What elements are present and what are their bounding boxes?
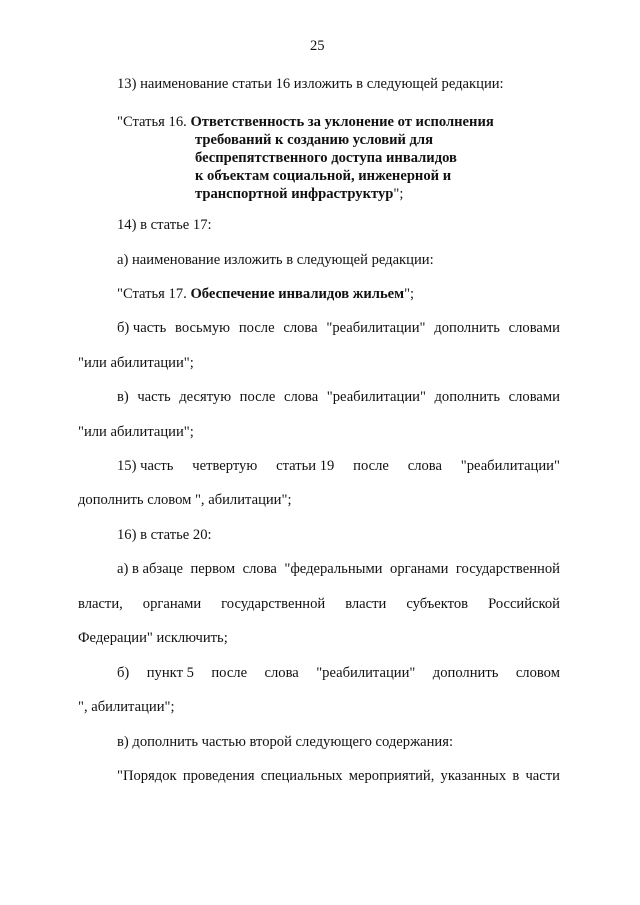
- page-number: 25: [310, 38, 325, 54]
- article-16-title-line-1: Ответственность за уклонение от исполнения: [190, 114, 494, 130]
- paragraph-16b: б) пункт 5 после слова "реабилитации" дополнить словом: [117, 665, 560, 681]
- paragraph-16b-continuation: ", абилитации";: [78, 699, 175, 715]
- paragraph-14v-continuation: "или абилитации";: [78, 424, 194, 440]
- paragraph-16: 16) в статье 20:: [117, 527, 212, 543]
- article-17-prefix: "Статья 17.: [117, 286, 191, 302]
- paragraph-14b: б) часть восьмую после слова "реабилитации" дополнить словами: [117, 320, 560, 336]
- paragraph-16a-line-3: Федерации" исключить;: [78, 630, 228, 646]
- article-16-prefix: "Статья 16.: [117, 114, 191, 130]
- article-16-title-line-3: беспрепятственного доступа инвалидов: [195, 150, 457, 166]
- article-16-heading: [117, 113, 494, 131]
- article-17-heading: "Статья 17. Обеспечение инвалидов жильем";: [117, 286, 415, 302]
- article-16-title-line-2: требований к созданию условий для: [195, 132, 434, 148]
- paragraph-16a-line-2: власти, органами государственной власти субъектов Российской: [78, 596, 560, 612]
- paragraph-15: 15) часть четвертую статьи 19 после слова "реабилитации": [117, 458, 560, 474]
- paragraph-14v: в) часть десятую после слова "реабилитации" дополнить словами: [117, 389, 560, 405]
- paragraph-14b-continuation: "или абилитации";: [78, 355, 194, 371]
- article-16-title-line-5: транспортной инфраструктур";: [195, 186, 404, 202]
- article-17-title: Обеспечение инвалидов жильем: [190, 286, 405, 302]
- paragraph-15-continuation: дополнить словом ", абилитации";: [78, 492, 292, 508]
- article-16-title-line-4: к объектам социальной, инженерной и: [195, 168, 452, 184]
- paragraph-16a: а) в абзаце первом слова "федеральными органами государственной: [117, 561, 560, 577]
- paragraph-14a: а) наименование изложить в следующей редакции:: [117, 252, 434, 268]
- paragraph-13: 13) наименование статьи 16 изложить в следующей редакции:: [117, 76, 504, 92]
- paragraph-14: 14) в статье 17:: [117, 217, 212, 233]
- paragraph-16v: в) дополнить частью второй следующего содержания:: [117, 734, 454, 750]
- paragraph-last: "Порядок проведения специальных мероприятий, указанных в части: [117, 768, 560, 784]
